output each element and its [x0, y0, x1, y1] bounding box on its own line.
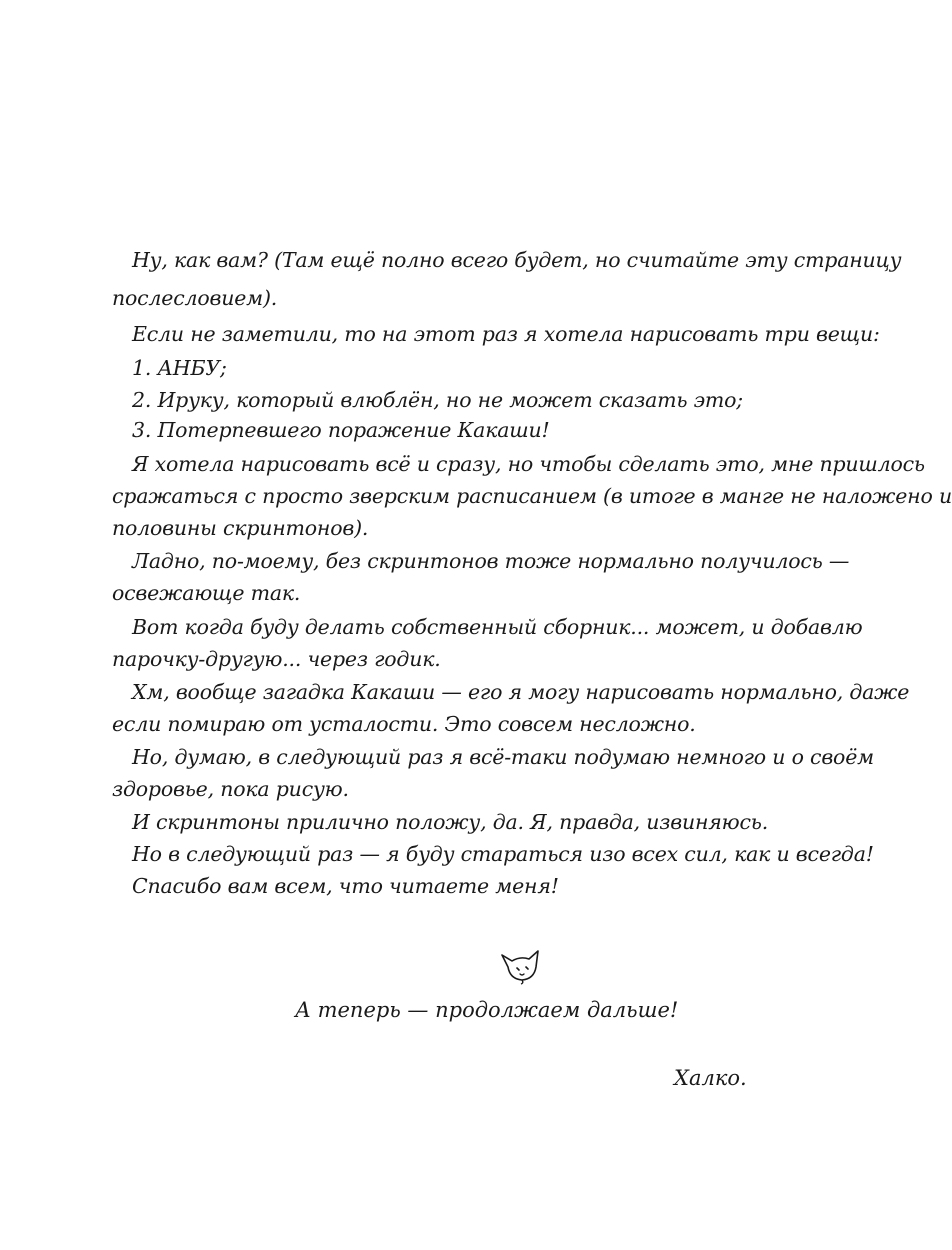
text-line-12: Вот когда буду делать собственный сборник... может, и добавлю	[132, 615, 863, 639]
text-line-8: сражаться с просто зверским расписанием (в итоге в манге не наложено и	[112, 484, 952, 508]
list-item-3: 3. Потерпевшего поражение Какаши!	[132, 418, 550, 442]
text-line-16: Но, думаю, в следующий раз я всё-таки подумаю немного и о своём	[132, 745, 874, 769]
text-line-10: Ладно, по-моему, без скринтонов тоже нормально получилось —	[132, 549, 850, 573]
text-line-18: И скринтоны прилично положу, да. Я, правда, извиняюсь.	[132, 810, 769, 834]
text-line-11: освежающе так.	[112, 581, 301, 605]
list-item-2: 2. Ируку, который влюблён, но не может сказать это;	[132, 388, 743, 412]
list-item-1: 1. АНБУ;	[132, 356, 227, 380]
cat-face-doodle-icon	[498, 945, 542, 985]
text-line-3: Если не заметили, то на этот раз я хотела нарисовать три вещи:	[132, 322, 880, 346]
text-line-20: Спасибо вам всем, что читаете меня!	[132, 874, 559, 898]
text-line-2: послесловием).	[112, 286, 278, 310]
text-line-15: если помираю от усталости. Это совсем несложно.	[112, 712, 696, 736]
text-line-9: половины скринтонов).	[112, 516, 369, 540]
closing-line: А теперь — продолжаем дальше!	[295, 998, 679, 1022]
author-signature: Халко.	[674, 1066, 747, 1090]
text-line-17: здоровье, пока рисую.	[112, 777, 349, 801]
text-line-14: Хм, вообще загадка Какаши — его я могу нарисовать нормально, даже	[132, 680, 910, 704]
text-line-19: Но в следующий раз — я буду стараться изо всех сил, как и всегда!	[132, 842, 874, 866]
text-line-13: парочку-другую... через годик.	[112, 647, 441, 671]
text-line-7: Я хотела нарисовать всё и сразу, но чтобы сделать это, мне пришлось	[132, 452, 925, 476]
text-line-1: Ну, как вам? (Там ещё полно всего будет, но считайте эту страницу	[132, 248, 902, 272]
